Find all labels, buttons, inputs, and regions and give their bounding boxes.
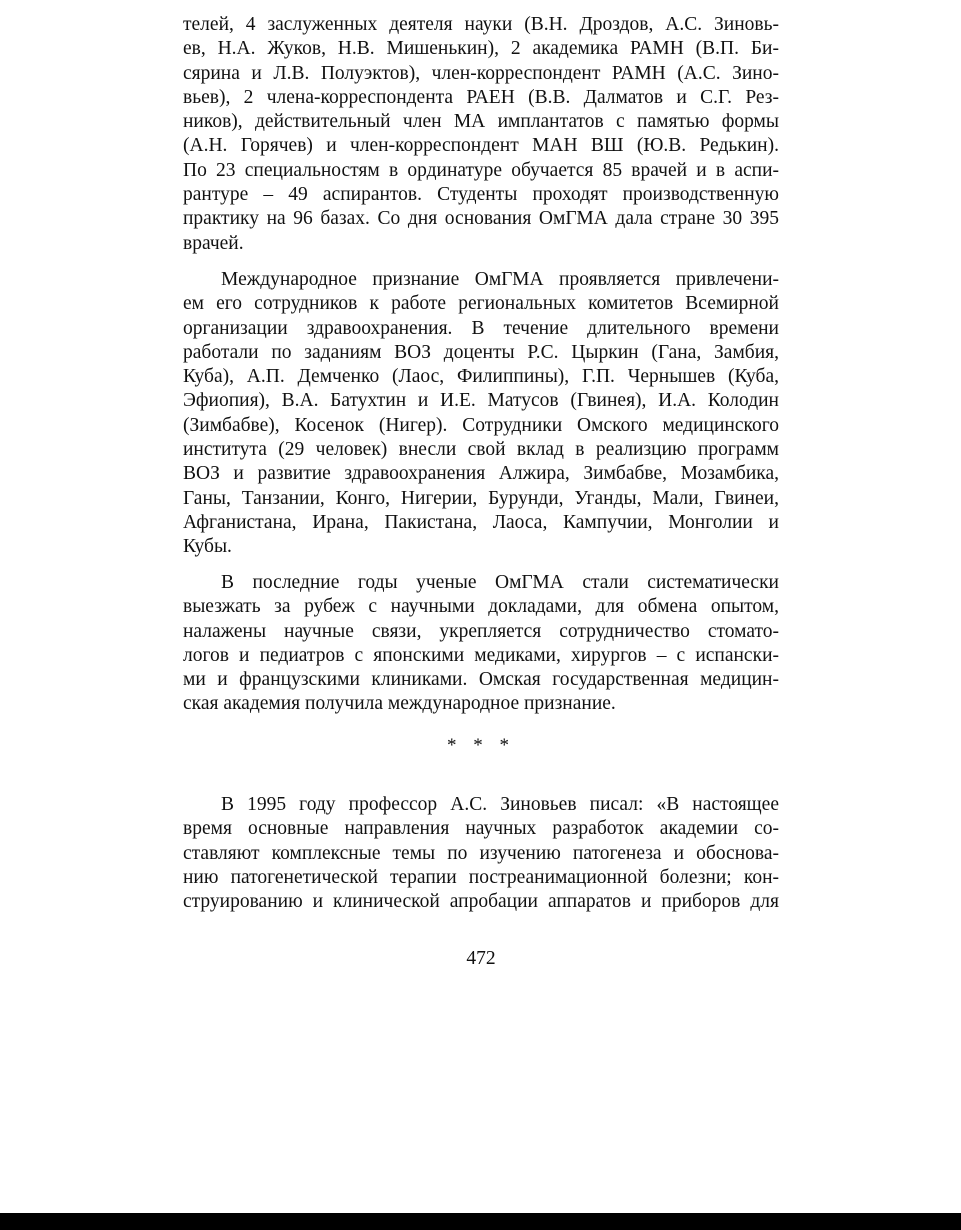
text-line: рантуре – 49 аспирантов. Студенты проходят производственную bbox=[183, 184, 779, 206]
text-line: Афганистана, Ирана, Пакистана, Лаоса, Кампучии, Монголии и bbox=[183, 511, 779, 533]
text-line: Куба), А.П. Демченко (Лаос, Филиппины), Г.П. Чернышев (Куба, bbox=[183, 366, 779, 388]
text-line: вьев), 2 члена-корреспондента РАЕН (В.В. Далматов и С.Г. Рез- bbox=[183, 86, 779, 108]
text-line: ская академия получила международное признание. bbox=[183, 693, 616, 715]
text-line: организации здравоохранения. В течение длительного времени bbox=[183, 317, 779, 339]
text-line: ВОЗ и развитие здравоохранения Алжира, Зимбабве, Мозамбика, bbox=[183, 463, 779, 485]
text-line: практику на 96 базах. Со дня основания ОмГМА дала стране 30 395 bbox=[183, 208, 779, 230]
text-line: Эфиопия), В.А. Батухтин и И.Е. Матусов (Гвинея), И.А. Колодин bbox=[183, 390, 779, 412]
text-line: ми и французскими клиниками. Омская государственная медицин- bbox=[183, 669, 779, 691]
paragraph-1 bbox=[183, 13, 779, 256]
text-line: Международное признание ОмГМА проявляется привлечени- bbox=[221, 269, 779, 290]
text-line: логов и педиатров с японскими медиками, хирургов – с испански- bbox=[183, 644, 779, 666]
text-line: Кубы. bbox=[183, 536, 232, 558]
paragraph-3 bbox=[183, 571, 779, 717]
text-line: По 23 специальностям в ординатуре обучается 85 врачей и в аспи- bbox=[183, 159, 779, 181]
text-line: (Зимбабве), Косенок (Нигер). Сотрудники Омского медицинского bbox=[183, 414, 779, 436]
text-line: В 1995 году профессор А.С. Зиновьев писал: «В настоящее bbox=[221, 794, 779, 815]
scan-bottom-border bbox=[0, 1213, 961, 1230]
text-line: (А.Н. Горячев) и член-корреспондент МАН ВШ (Ю.В. Редькин). bbox=[183, 135, 779, 157]
paragraph-2 bbox=[183, 268, 779, 560]
text-line: ев, Н.А. Жуков, Н.В. Мишенькин), 2 академика РАМН (В.П. Би- bbox=[183, 38, 779, 60]
text-line: В последние годы ученые ОмГМА стали систематически bbox=[221, 572, 779, 593]
text-line: нию патогенетической терапии постреанимационной болезни; кон- bbox=[183, 866, 779, 888]
paragraph-4 bbox=[183, 793, 779, 914]
text-line: ставляют комплексные темы по изучению патогенеза и обоснова- bbox=[183, 842, 779, 864]
text-line: Ганы, Танзании, Конго, Нигерии, Бурунди, Уганды, Мали, Гвинеи, bbox=[183, 487, 779, 509]
page-number: 472 bbox=[466, 948, 496, 969]
text-line: работали по заданиям ВОЗ доценты Р.С. Цыркин (Гана, Замбия, bbox=[183, 341, 779, 363]
section-separator: * * * bbox=[447, 735, 515, 756]
text-line: струированию и клинической апробации аппаратов и приборов для bbox=[183, 891, 779, 913]
text-line: ем его сотрудников к работе региональных комитетов Всемирной bbox=[183, 293, 779, 315]
text-line: ников), действительный член МА имплантатов с памятью формы bbox=[183, 111, 779, 133]
text-line: налажены научные связи, укрепляется сотрудничество стомато- bbox=[183, 620, 779, 642]
text-line: сярина и Л.В. Полуэктов), член-корреспондент РАМН (А.С. Зино- bbox=[183, 62, 779, 84]
text-line: телей, 4 заслуженных деятеля науки (В.Н. Дроздов, А.С. Зиновь- bbox=[183, 14, 779, 35]
text-line: выезжать за рубеж с научными докладами, для обмена опытом, bbox=[183, 596, 779, 618]
text-line: института (29 человек) внесли свой вклад в реализцию программ bbox=[183, 439, 779, 461]
text-line: время основные направления научных разработок академии со- bbox=[183, 818, 779, 840]
text-line: врачей. bbox=[183, 232, 244, 254]
